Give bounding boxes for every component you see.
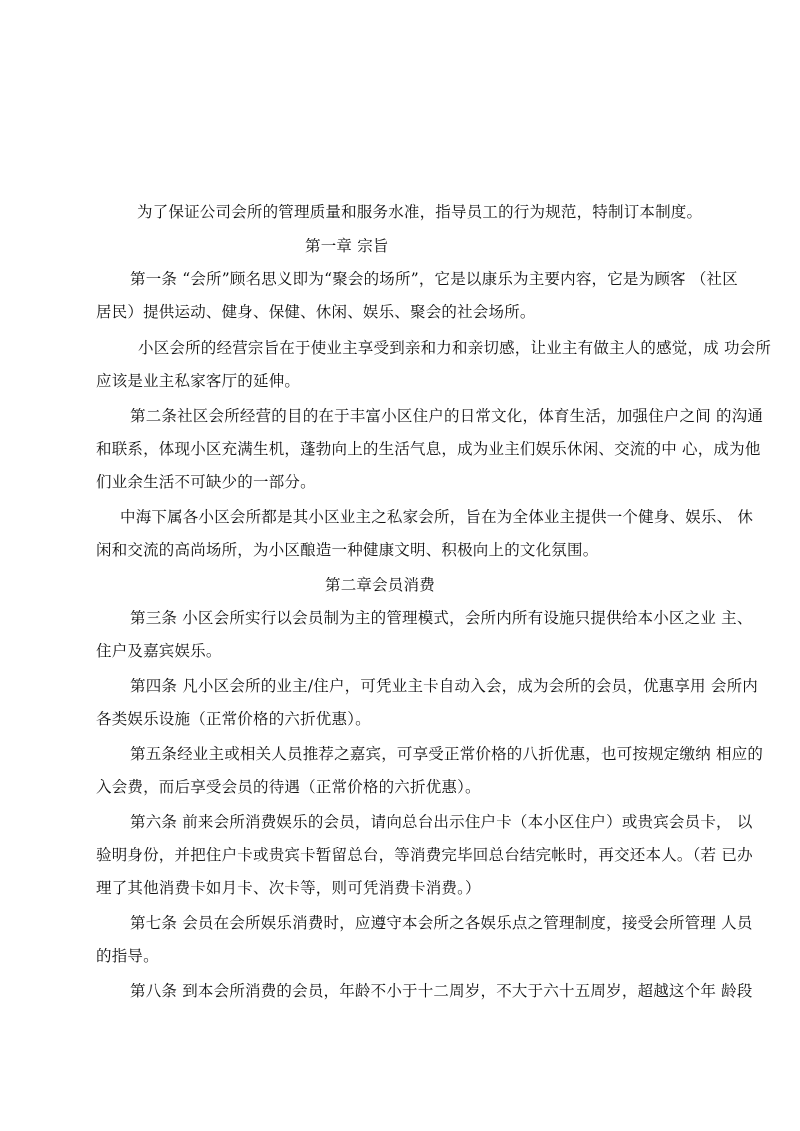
article-4-line-1: 第四条 凡小区会所的业主/住户，可凭业主卡自动入会，成为会所的会员，优惠享用 会所内 xyxy=(130,677,758,695)
article-7-line-1: 第七条 会员在会所娱乐消费时，应遵守本会所之各娱乐点之管理制度，接受会所管理 人员 xyxy=(130,914,753,932)
article-2-line-2: 和联系，体现小区充满生机，蓬勃向上的生活气息，成为业主们娱乐休闲、交流的中 心，成为他 xyxy=(96,440,761,458)
purpose-line-1: 小区会所的经营宗旨在于使业主享受到亲和力和亲切感，让业主有做主人的感觉，成 功会所 xyxy=(138,339,772,357)
article-5-line-2: 入会费，而后享受会员的待遇（正常价格的六折优惠）。 xyxy=(96,778,481,796)
article-3-line-2: 住户及嘉宾娱乐。 xyxy=(96,642,222,660)
chapter-1-heading: 第一章 宗旨 xyxy=(305,237,389,255)
article-6-line-3: 理了其他消费卡如月卡、次卡等，则可凭消费卡消费。） xyxy=(96,879,481,897)
chapter-2-heading: 第二章会员消费 xyxy=(325,576,435,594)
article-7-line-2: 的指导。 xyxy=(96,947,159,965)
article-2-line-3: 们业余生活不可缺少的一部分。 xyxy=(96,473,316,491)
purpose-line-2: 应该是业主私家客厅的延伸。 xyxy=(96,372,301,390)
article-2-line-1: 第二条社区会所经营的目的在于丰富小区住户的日常文化，体育生活，加强住户之间 的沟通 xyxy=(130,407,764,425)
article-6-line-2: 验明身份，并把住户卡或贵宾卡暂留总台，等消费完毕回总台结完帐时，再交还本人。（若 已办 xyxy=(96,846,753,864)
article-4-line-2: 各类娱乐设施（正常价格的六折优惠）。 xyxy=(96,710,371,728)
intro-paragraph: 为了保证公司会所的管理质量和服务水准，指导员工的行为规范，特制订本制度。 xyxy=(137,203,703,221)
zhonghai-line-1: 中海下属各小区会所都是其小区业主之私家会所，旨在为全体业主提供一个健身、娱乐、 休 xyxy=(120,508,754,526)
article-1-line-2: 居民）提供运动、健身、保健、休闲、娱乐、聚会的社会场所。 xyxy=(96,303,536,321)
article-3-line-1: 第三条 小区会所实行以会员制为主的管理模式，会所内所有设施只提供给本小区之业 主、 xyxy=(130,609,753,627)
article-1-line-1: 第一条 “会所”顾名思义即为“聚会的场所”，它是以康乐为主要内容，它是为顾客 （社区 xyxy=(130,270,738,288)
article-5-line-1: 第五条经业主或相关人员推荐之嘉宾，可享受正常价格的八折优惠，也可按规定缴纳 相应的 xyxy=(130,745,764,763)
zhonghai-line-2: 闲和交流的高尚场所，为小区酿造一种健康文明、积极向上的文化氛围。 xyxy=(96,541,599,559)
article-6-line-1: 第六条 前来会所消费娱乐的会员，请向总台出示住户卡（本小区住户）或贵宾会员卡， 以 xyxy=(130,813,753,831)
article-8-line-1: 第八条 到本会所消费的会员，年龄不小于十二周岁，不大于六十五周岁，超越这个年 龄段 xyxy=(130,982,753,1000)
